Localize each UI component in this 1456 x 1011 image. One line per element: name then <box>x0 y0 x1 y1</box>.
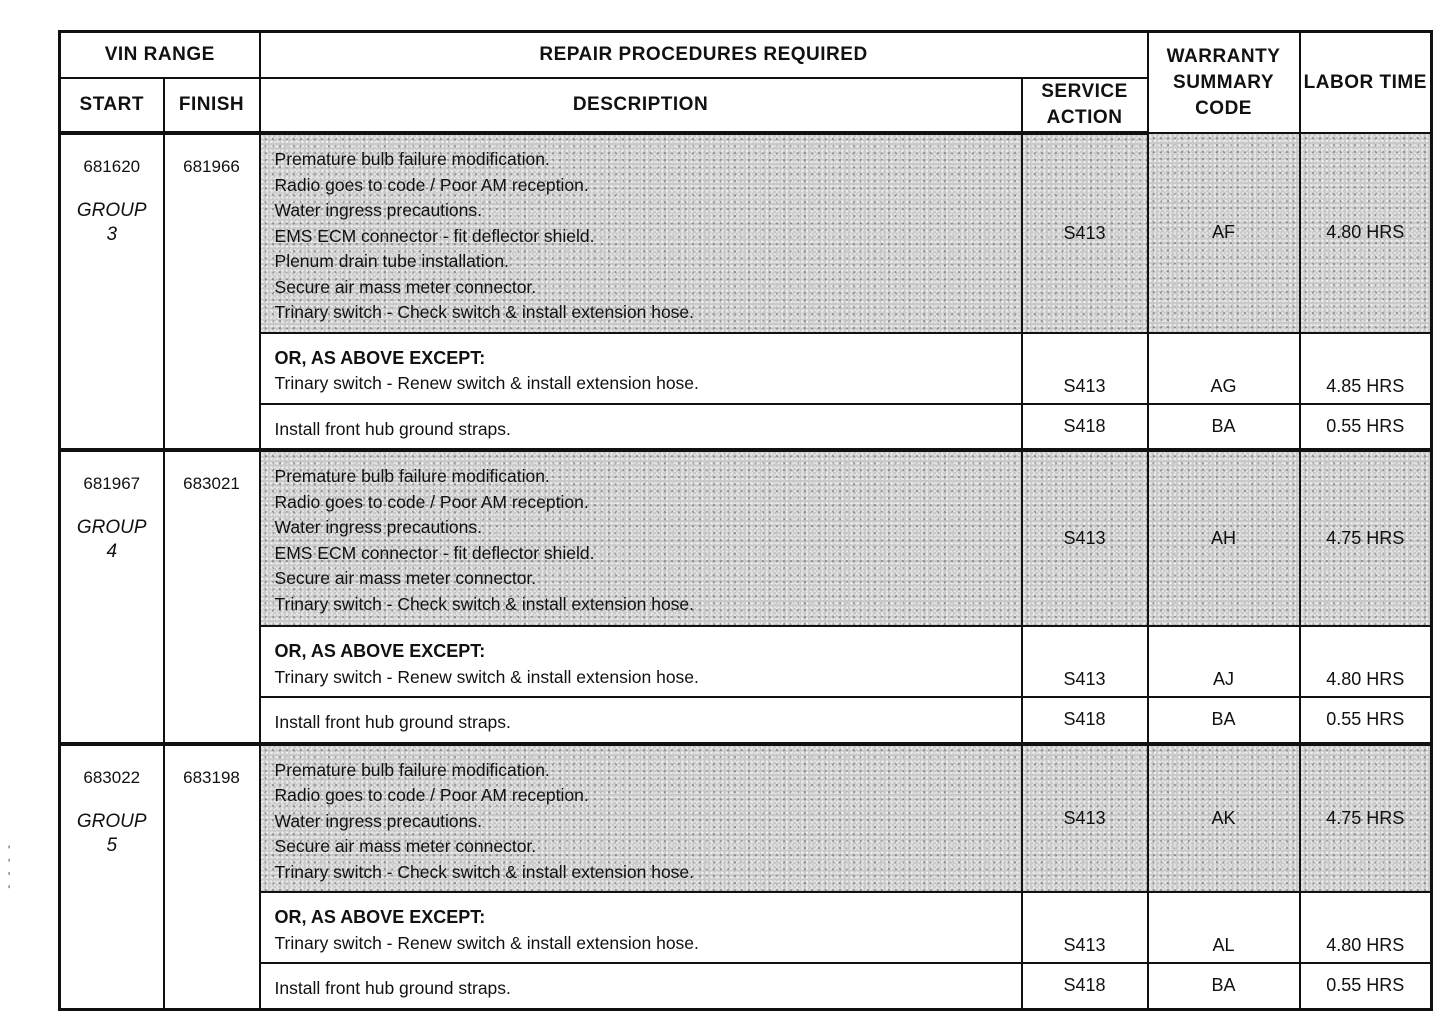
service-action-header: SERVICE ACTION <box>1022 78 1148 133</box>
description-line: Radio goes to code / Poor AM reception. <box>274 491 589 512</box>
start-header: START <box>60 78 164 133</box>
warranty-code-value: AF <box>1148 133 1300 333</box>
group-number: 5 <box>106 834 118 856</box>
table-row <box>60 626 1432 697</box>
repair-procedures-header: REPAIR PROCEDURES REQUIRED <box>260 32 1148 79</box>
description-line: Radio goes to code / Poor AM reception. <box>274 174 589 195</box>
warranty-code-value: BA <box>1148 404 1300 451</box>
warranty-code-value: AH <box>1148 450 1300 626</box>
labor-time-value: 0.55 HRS <box>1300 963 1432 1009</box>
labor-time-value: 4.75 HRS <box>1300 744 1432 893</box>
group-label-text: GROUP <box>76 517 147 538</box>
main-description <box>260 133 1022 333</box>
warranty-code-value: BA <box>1148 963 1300 1009</box>
description-line: Secure air mass meter connector. <box>274 276 537 297</box>
header-row-top <box>60 32 1432 79</box>
vin-start: 681967 <box>83 474 141 493</box>
table-row <box>60 404 1432 451</box>
vin-finish: 681966 <box>183 157 240 176</box>
service-action-value: S413 <box>1022 333 1148 404</box>
vin-finish: 683198 <box>183 767 240 787</box>
alt-heading: OR, AS ABOVE EXCEPT: <box>274 641 486 661</box>
labor-time-value: 4.85 HRS <box>1300 333 1432 404</box>
alt-line: Trinary switch - Renew switch & install extension hose. <box>274 932 699 953</box>
main-description <box>260 744 1022 893</box>
vin-start-cell <box>60 133 164 450</box>
warranty-code-value: AL <box>1148 892 1300 963</box>
description-line: Secure air mass meter connector. <box>274 568 537 588</box>
service-action-value: S418 <box>1022 404 1148 451</box>
labor-time-value: 0.55 HRS <box>1300 404 1432 451</box>
description-line: Trinary switch - Check switch & install extension hose. <box>274 593 695 614</box>
vin-range-header: VIN RANGE <box>60 32 260 79</box>
vin-finish-cell <box>164 450 260 744</box>
description-line: Water ingress precautions. <box>274 200 483 220</box>
warranty-code-value: AK <box>1148 744 1300 893</box>
vin-finish-cell <box>164 133 260 450</box>
description-line: Radio goes to code / Poor AM reception. <box>274 785 589 805</box>
table-row <box>60 963 1432 1009</box>
labor-time-header: LABOR TIME <box>1300 32 1432 134</box>
labor-time-value: 4.80 HRS <box>1300 626 1432 697</box>
description-line: Trinary switch - Check switch & install extension hose. <box>274 302 695 322</box>
description-line: Premature bulb failure modification. <box>274 759 550 780</box>
table-row <box>60 133 1432 333</box>
service-action-value: S418 <box>1022 963 1148 1009</box>
table-row <box>60 450 1432 626</box>
description-line: Premature bulb failure modification. <box>274 149 550 169</box>
alt-heading: OR, AS ABOVE EXCEPT: <box>274 347 486 368</box>
labor-time-value: 4.80 HRS <box>1300 133 1432 333</box>
group-number: 4 <box>106 541 118 562</box>
description-lines <box>275 758 1015 886</box>
warranty-code-value: AG <box>1148 333 1300 404</box>
description-line: Trinary switch - Check switch & install extension hose. <box>274 861 695 882</box>
description-line: Water ingress precautions. <box>274 517 483 537</box>
service-action-value: S413 <box>1022 450 1148 626</box>
alt-line: Trinary switch - Renew switch & install extension hose. <box>274 373 699 393</box>
group-number: 3 <box>106 224 118 245</box>
service-action-value: S418 <box>1022 697 1148 744</box>
service-action-value: S413 <box>1022 892 1148 963</box>
margin-scan-mark: - - - - <box>2 843 15 890</box>
vin-start: 681620 <box>83 157 141 176</box>
labor-time-value: 0.55 HRS <box>1300 697 1432 744</box>
vin-start-cell <box>60 450 164 744</box>
table-row <box>60 333 1432 404</box>
alt-heading: OR, AS ABOVE EXCEPT: <box>274 907 486 927</box>
hub-description: Install front hub ground straps. <box>260 404 1022 451</box>
vin-start-cell <box>60 744 164 1010</box>
alt-description <box>260 892 1022 963</box>
table-row <box>60 697 1432 744</box>
service-action-value: S413 <box>1022 133 1148 333</box>
vin-finish: 683021 <box>183 474 240 493</box>
finish-header: FINISH <box>164 78 260 133</box>
warranty-procedures-table <box>58 30 1433 1011</box>
alt-line: Trinary switch - Renew switch & install extension hose. <box>274 666 699 687</box>
table-row <box>60 892 1432 963</box>
group-label-text: GROUP <box>76 200 147 221</box>
labor-time-value: 4.80 HRS <box>1300 892 1432 963</box>
group-label <box>61 516 163 564</box>
main-description <box>260 450 1022 626</box>
hub-description: Install front hub ground straps. <box>260 963 1022 1009</box>
warranty-code-header: WARRANTY SUMMARY CODE <box>1148 32 1300 134</box>
table-body <box>60 133 1432 1009</box>
alt-description <box>260 626 1022 697</box>
description-line: Secure air mass meter connector. <box>274 836 537 856</box>
description-line: Water ingress precautions. <box>274 810 483 831</box>
hub-description: Install front hub ground straps. <box>260 697 1022 744</box>
warranty-code-value: AJ <box>1148 626 1300 697</box>
description-header: DESCRIPTION <box>260 78 1022 133</box>
vin-finish-cell <box>164 744 260 1010</box>
description-line: Plenum drain tube installation. <box>274 251 509 271</box>
description-line: Premature bulb failure modification. <box>274 466 550 486</box>
description-line: EMS ECM connector - fit deflector shield. <box>274 225 595 246</box>
group-label <box>61 199 163 247</box>
service-action-value: S413 <box>1022 744 1148 893</box>
vin-start: 683022 <box>83 767 141 787</box>
description-line: EMS ECM connector - fit deflector shield. <box>274 542 595 563</box>
description-lines <box>275 464 1015 617</box>
group-label-text: GROUP <box>76 810 147 832</box>
warranty-code-value: BA <box>1148 697 1300 744</box>
table-row <box>60 744 1432 893</box>
labor-time-value: 4.75 HRS <box>1300 450 1432 626</box>
service-action-value: S413 <box>1022 626 1148 697</box>
group-label <box>61 810 163 858</box>
alt-description <box>260 333 1022 404</box>
description-lines <box>275 147 1015 326</box>
